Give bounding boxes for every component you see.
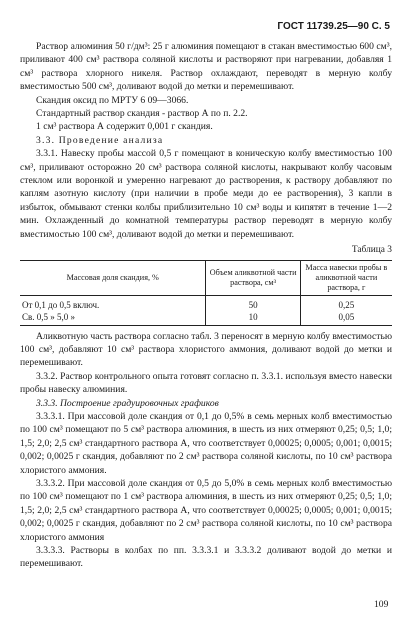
table-header-cell: Массовая доля скандия, % [20,260,206,295]
table-cell: 10 [206,311,300,326]
document-body [20,40,392,571]
paragraph-3-3-3-1: 3.3.3.1. При массовой доле скандия от 0,1 до 0,5% в семь мерных колб вместимостью по 100 см³ помещают по 5 см³ раствора алюминия, в шесть из них отмеряют 0,25; 0,5; 1,0; 1,5; 2,0; 2,5 см³ стандартного раствора А, что соответствует 0,00025; 0,0005; 0,001; 0,0015; 0,002; 0,0025 г скандия, добавляют по 2 см³ раствора соляной кислоты, по 10 см³ раствора хлористого аммония. [20,410,392,476]
table-cell: 0,25 [338,299,355,310]
paragraph-3-3-1: 3.3.1. Навеску пробы массой 0,5 г помещают в коническую колбу вместимостью 100 см³, приливают осторожно 20 см³ раствора соляной кислоты, накрывают колбу часовым стеклом или воронкой и умеренно нагревают до растворения, к раствору добавляют по каплям азотную кислоту (при наличии в пробе меди до ее растворения), 3 капли в избыток, обмывают стенки колбы приблизительно 10 см³ воды и кипятят в течение 1—2 мин. Охлажденный до комнатной температуры раствор переводят в мерную колбу вместимостью 100 см³, доливают водой до метки и перемешивают. [20,148,392,240]
paragraph-aluminium-solution: Раствор алюминия 50 г/дм³: 25 г алюминия помещают в стакан вместимостью 600 см³, приливают 400 см³ раствора соляной кислоты и растворяют при нагревании, добавляя 1 см³ раствора хлорного никеля. Раствор охлаждают, переводят в мерную колбу вместимостью 500 см³, доливают водой до метки и перемешивают. [20,41,392,93]
paragraph-scandium-oxide: Скандия оксид по МРТУ 6 09—3066. [36,94,189,106]
table-3 [20,260,392,326]
table-header-cell: Объем аликвотной части раствора, см³ [206,260,300,295]
paragraph-3-3-2: 3.3.2. Раствор контрольного опыта готовят согласно п. 3.3.1. используя вместо навески пробы навеску алюминия. [20,370,392,396]
table-cell: 50 [206,295,300,311]
paragraph-3-3-3-2: 3.3.3.2. При массовой доле скандия от 0,5 до 5,0% в семь мерных колб вместимостью по 100 см³ помещают по 1 см³ раствора алюминия, в шесть из них отмеряют 0,25; 0,5; 1,0; 1,5; 2,0; 2,5 см³ стандартного раствора А, что соответствует 0,00025; 0,0005; 0,001; 0,0015; 0,002; 0,0025 г скандия, добавляют по 2 см³ раствора соляной кислоты, по 10 см³ раствора хлористого аммония [20,477,392,543]
table-cell: Св. 0,5 » 5,0 » [20,311,206,326]
table-header-cell: Масса навески пробы в аликвотной части раствора, г [300,260,392,295]
paragraph-solution-a-content: 1 см³ раствора А содержит 0,001 г скандия. [36,121,213,133]
section-heading: 3.3. Проведение анализа [36,134,164,146]
paragraph-aliquot: Аликвотную часть раствора согласно табл. 3 переносят в мерную колбу вместимостью 100 см³, добавляют 10 см³ раствора хлористого аммония, доливают водой до метки и перемешивают. [20,330,392,369]
table-row [20,311,392,326]
table-row [20,295,392,311]
table-header-row [20,260,392,295]
paragraph-3-3-3-3: 3.3.3.3. Растворы в колбах по пп. 3.3.3.1 и 3.3.3.2 доливают водой до метки и перемешивают. [20,545,392,570]
page-header: ГОСТ 11739.25—90 С. 5 [277,21,390,32]
table-caption: Таблица 3 [351,245,392,256]
page-number: 109 [374,599,389,610]
paragraph-standard-solution: Стандартный раствор скандия - раствор А по п. 2.2. [36,108,248,120]
table-cell: 0,05 [300,311,392,326]
table-cell: От 0,1 до 0,5 включ. [22,299,100,310]
paragraph-3-3-3-heading: 3.3.3. Построение градуировочных графиков [36,397,219,409]
